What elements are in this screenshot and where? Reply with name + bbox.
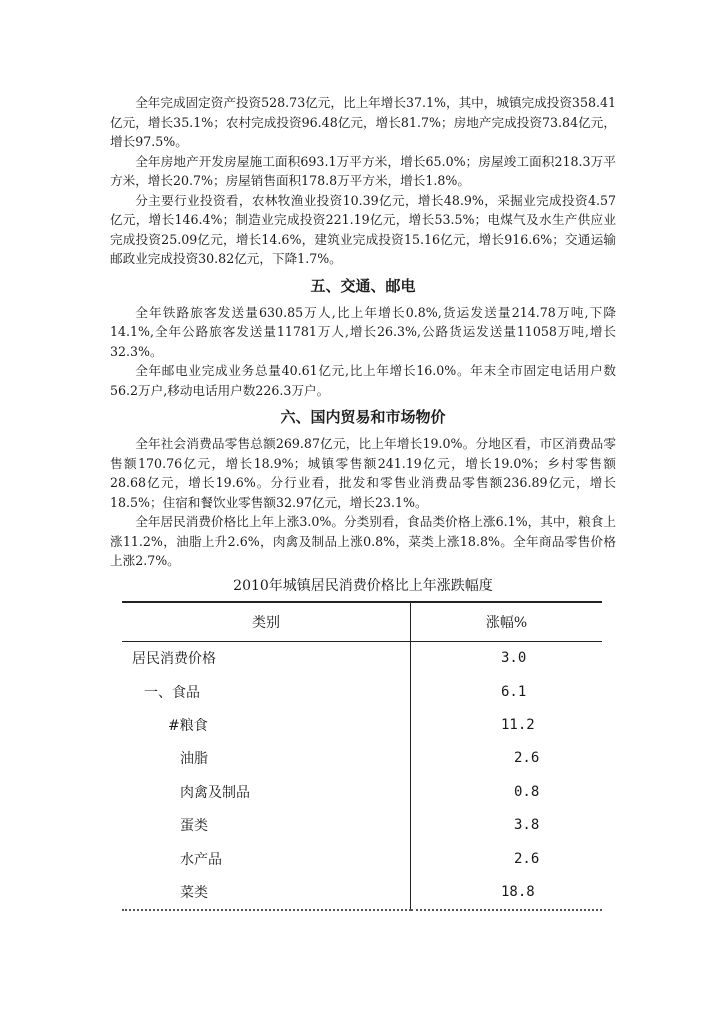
section-heading-trade-prices: 六、国内贸易和市场物价 — [280, 408, 446, 426]
row-category: 蛋类 — [122, 808, 411, 841]
table-row — [122, 641, 602, 675]
section-heading-transport: 五、交通、邮电 — [310, 276, 416, 295]
row-value: 3.0 — [501, 650, 527, 667]
row-value: 3.8 — [514, 817, 540, 834]
table-row — [122, 808, 602, 841]
document-page — [110, 93, 616, 911]
row-category: #粮食 — [122, 708, 411, 741]
table-row — [122, 842, 602, 875]
table-row — [122, 775, 602, 808]
row-value: 18.8 — [411, 875, 603, 909]
paragraph-transport: 全年铁路旅客发送量630.85万人,比上年增长0.8%,货运发送量214.78万吨,下降14.1%,全年公路旅客发送量11781万人,增长26.3%,公路货运发送量11058万吨,增长32.3%。 — [110, 304, 616, 359]
paragraph-retail-sales: 全年社会消费品零售总额269.87亿元，比上年增长19.0%。分地区看，市区消费品零售额170.76亿元，增长18.9%；城镇零售额241.19亿元，增长19.0%；乡村零售额28.68亿元，增长19.6%。分行业看，批发和零售业消费品零售额236.89亿元，增长18.5%；住宿和餐饮业零售额32.97亿元，增长23.1%。 — [110, 436, 616, 510]
row-value: 6.1 — [501, 683, 527, 700]
table-row — [122, 875, 602, 909]
row-category: 一、食品 — [122, 675, 411, 708]
paragraph-consumer-prices: 全年居民消费价格比上年上涨3.0%。分类别看，食品类价格上涨6.1%，其中，粮食上涨11.2%，油脂上升2.6%，肉禽及制品上涨0.8%，菜类上涨18.8%。全年商品零售价格上涨2.7%。 — [110, 514, 616, 568]
table-row — [122, 675, 602, 708]
paragraph-industry-investment: 分主要行业投资看，农林牧渔业投资10.39亿元，增长48.9%，采掘业完成投资4.57亿元，增长146.4%；制造业完成投资221.19亿元，增长53.5%；电煤气及水生产供应业完成投资25.09亿元，增长14.6%，建筑业完成投资15.16亿元，增长916.6%；交通运输邮政业完成投资30.82亿元，下降1.7%。 — [110, 192, 616, 266]
header-category: 类别 — [122, 602, 411, 642]
paragraph-post-telecom: 全年邮电业完成业务总量40.61亿元,比上年增长16.0%。年末全市固定电话用户数56.2万户,移动电话用户数226.3万户。 — [110, 363, 616, 398]
header-change: 涨幅% — [411, 602, 603, 642]
paragraph-fixed-investment: 全年完成固定资产投资528.73亿元，比上年增长37.1%，其中，城镇完成投资358.41亿元，增长35.1%；农村完成投资96.48亿元，增长81.7%；房地产完成投资73.84亿元，增长97.5%。 — [110, 95, 616, 149]
row-category: 居民消费价格 — [122, 641, 411, 675]
table-row — [122, 742, 602, 775]
price-change-table — [122, 601, 602, 911]
table-row — [122, 708, 602, 741]
row-value: 11.2 — [501, 716, 535, 733]
row-value: 0.8 — [514, 783, 540, 800]
row-category: 菜类 — [122, 875, 411, 909]
row-category: 油脂 — [122, 742, 411, 775]
table-header-row — [122, 602, 602, 642]
row-value: 2.6 — [514, 850, 540, 867]
row-category: 水产品 — [122, 842, 411, 875]
paragraph-real-estate: 全年房地产开发房屋施工面积693.1万平方米，增长65.0%；房屋竣工面积218.3万平方米，增长20.7%；房屋销售面积178.8万平方米，增长1.8%。 — [110, 153, 616, 188]
row-value: 2.6 — [514, 750, 540, 767]
row-category: 肉禽及制品 — [122, 775, 411, 808]
table-title: 2010年城镇居民消费价格比上年涨跌幅度 — [233, 577, 493, 594]
